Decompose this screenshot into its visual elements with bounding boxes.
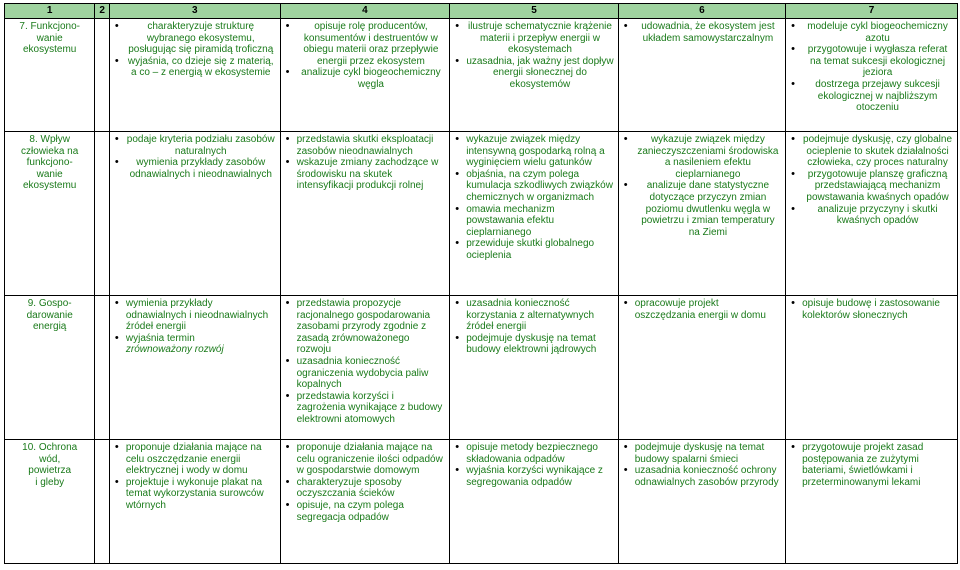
list-item: • przedstawia skutki eksploatacji zasobów nieodnawialnych bbox=[297, 134, 446, 157]
topic-cell: 7. Funkcjono- wanie ekosystemu bbox=[5, 19, 95, 132]
list-item: • opisuje, na czym polega segregacja odpadów bbox=[297, 500, 446, 523]
list-item: • wskazuje zmiany zachodzące w środowisku na skutek intensyfikacji produkcji rolnej bbox=[297, 157, 446, 192]
list-item: • modeluje cykl biogeochemiczny azotu bbox=[802, 21, 953, 44]
requirements-cell bbox=[618, 132, 785, 296]
requirements-cell bbox=[786, 19, 958, 132]
requirements-cell bbox=[618, 19, 785, 132]
list-item: • analizuje dane statystyczne dotyczące przyczyn zmian poziomu dwutlenku węgla w powietrzu i zmian temperatury na Ziemi bbox=[635, 180, 781, 238]
list-item: • przygotowuje planszę graficzną przedstawiającą mechanizm powstawania kwaśnych opadów bbox=[802, 169, 953, 204]
requirements-cell bbox=[280, 440, 450, 564]
header-col-1: 1 bbox=[5, 4, 95, 19]
list-item: • podejmuje dyskusję na temat budowy spalarni śmieci bbox=[635, 442, 781, 465]
spacer-cell bbox=[95, 296, 110, 440]
requirements-cell bbox=[280, 132, 450, 296]
requirements-cell bbox=[450, 440, 619, 564]
list-item: • ilustruje schematycznie krążenie materii i przepływ energii w ekosystemach bbox=[466, 21, 614, 56]
list-item: • przedstawia propozycje racjonalnego gospodarowania zasobami przyrody zgodnie z zasadą zrównoważonego rozwoju bbox=[297, 298, 446, 356]
header-col-5: 5 bbox=[450, 4, 619, 19]
curriculum-table bbox=[4, 3, 958, 564]
list-item: • wymienia przykłady odnawialnych i nieodnawialnych źródeł energii bbox=[126, 298, 276, 333]
list-item: • analizuje cykl biogeochemiczny węgla bbox=[297, 67, 446, 90]
list-item: • proponuje działania mające na celu ograniczenie ilości odpadów w gospodarstwie domowym bbox=[297, 442, 446, 477]
requirements-cell bbox=[450, 132, 619, 296]
requirements-cell bbox=[618, 440, 785, 564]
list-item: • wykazuje związek między intensywną gospodarką rolną a wyginięciem wielu gatunków bbox=[466, 134, 614, 169]
list-item: • charakteryzuje sposoby oczyszczania ścieków bbox=[297, 477, 446, 500]
topic-cell: 8. Wpływ człowieka na funkcjono- wanie ekosystemu bbox=[5, 132, 95, 296]
list-item: • dostrzega przejawy sukcesji ekologicznej w najbliższym otoczeniu bbox=[802, 79, 953, 114]
requirements-cell bbox=[109, 440, 280, 564]
list-item: • podejmuje dyskusję na temat budowy elektrowni jądrowych bbox=[466, 333, 614, 356]
requirements-cell bbox=[450, 296, 619, 440]
requirements-cell bbox=[109, 132, 280, 296]
requirements-cell bbox=[109, 19, 280, 132]
list-item: • opisuje rolę producentów, konsumentów i destruentów w obiegu materii oraz przepływie energii przez ekosystem bbox=[297, 21, 446, 67]
list-item: • analizuje przyczyny i skutki kwaśnych opadów bbox=[802, 204, 953, 227]
spacer-cell bbox=[95, 132, 110, 296]
spacer-cell bbox=[95, 19, 110, 132]
list-item: • objaśnia, na czym polega kumulacja szkodliwych związków chemicznych w organizmach bbox=[466, 169, 614, 204]
list-item: • opisuje metody bezpiecznego składowania odpadów bbox=[466, 442, 614, 465]
list-item: • udowadnia, że ekosystem jest układem samowystarczalnym bbox=[635, 21, 781, 44]
list-item: • wyjaśnia korzyści wynikające z segregowania odpadów bbox=[466, 465, 614, 488]
requirements-cell bbox=[450, 19, 619, 132]
list-item: • charakteryzuje strukturę wybranego ekosystemu, posługując się piramidą troficzną bbox=[126, 21, 276, 56]
requirements-cell bbox=[786, 132, 958, 296]
requirements-cell bbox=[786, 296, 958, 440]
list-item: • wykazuje związek między zanieczyszczeniami środowiska a nasileniem efektu cieplarnianego bbox=[635, 134, 781, 180]
topic-cell: 9. Gospo- darowanie energią bbox=[5, 296, 95, 440]
list-item: • podaje kryteria podziału zasobów naturalnych bbox=[126, 134, 276, 157]
list-item: • omawia mechanizm powstawania efektu cieplarnianego bbox=[466, 204, 614, 239]
list-item: • wyjaśnia, co dzieje się z materią, a co – z energią w ekosystemie bbox=[126, 56, 276, 79]
spacer-cell bbox=[95, 440, 110, 564]
table-row bbox=[5, 440, 958, 564]
italic-term: zrównoważony rozwój bbox=[125, 344, 224, 356]
list-item: • projektuje i wykonuje plakat na temat wykorzystania surowców wtórnych bbox=[126, 477, 276, 512]
table-row bbox=[5, 132, 958, 296]
header-col-2: 2 bbox=[95, 4, 110, 19]
table-row bbox=[5, 296, 958, 440]
header-col-6: 6 bbox=[618, 4, 785, 19]
list-item: • przedstawia korzyści i zagrożenia wynikające z budowy elektrowni atomowych bbox=[297, 391, 446, 426]
list-item: • przygotowuje projekt zasad postępowania ze zużytymi bateriami, świetlówkami i przeterminowanymi lekami bbox=[802, 442, 953, 488]
list-item: • uzasadnia konieczność ograniczenia wydobycia paliw kopalnych bbox=[297, 356, 446, 391]
list-item: • proponuje działania mające na celu oszczędzanie energii elektrycznej i wody w domu bbox=[126, 442, 276, 477]
header-col-3: 3 bbox=[109, 4, 280, 19]
requirements-cell bbox=[280, 296, 450, 440]
list-item: • wymienia przykłady zasobów odnawialnych i nieodnawialnych bbox=[126, 157, 276, 180]
list-item: • przewiduje skutki globalnego ocieplenia bbox=[466, 238, 614, 261]
list-item: • uzasadnia konieczność ochrony odnawialnych zasobów przyrody bbox=[635, 465, 781, 488]
table-row bbox=[5, 19, 958, 132]
list-item: • uzasadnia, jak ważny jest dopływ energii słonecznej do ekosystemów bbox=[466, 56, 614, 91]
requirements-cell bbox=[786, 440, 958, 564]
header-col-7: 7 bbox=[786, 4, 958, 19]
requirements-cell bbox=[109, 296, 280, 440]
list-item-text: • wyjaśnia termin bbox=[125, 332, 195, 344]
header-row bbox=[5, 4, 958, 19]
header-col-4: 4 bbox=[280, 4, 450, 19]
list-item: • uzasadnia konieczność korzystania z alternatywnych źródeł energii bbox=[466, 298, 614, 333]
list-item: • podejmuje dyskusję, czy globalne ocieplenie to skutek działalności człowieka, czy proces naturalny bbox=[802, 134, 953, 169]
list-item: • przygotowuje i wygłasza referat na temat sukcesji ekologicznej jeziora bbox=[802, 44, 953, 79]
requirements-cell bbox=[618, 296, 785, 440]
list-item: • opisuje budowę i zastosowanie kolektorów słonecznych bbox=[802, 298, 953, 321]
requirements-cell bbox=[280, 19, 450, 132]
list-item: • opracowuje projekt oszczędzania energii w domu bbox=[635, 298, 781, 321]
topic-cell: 10. Ochrona wód, powietrza i gleby bbox=[5, 440, 95, 564]
list-item bbox=[126, 333, 276, 356]
